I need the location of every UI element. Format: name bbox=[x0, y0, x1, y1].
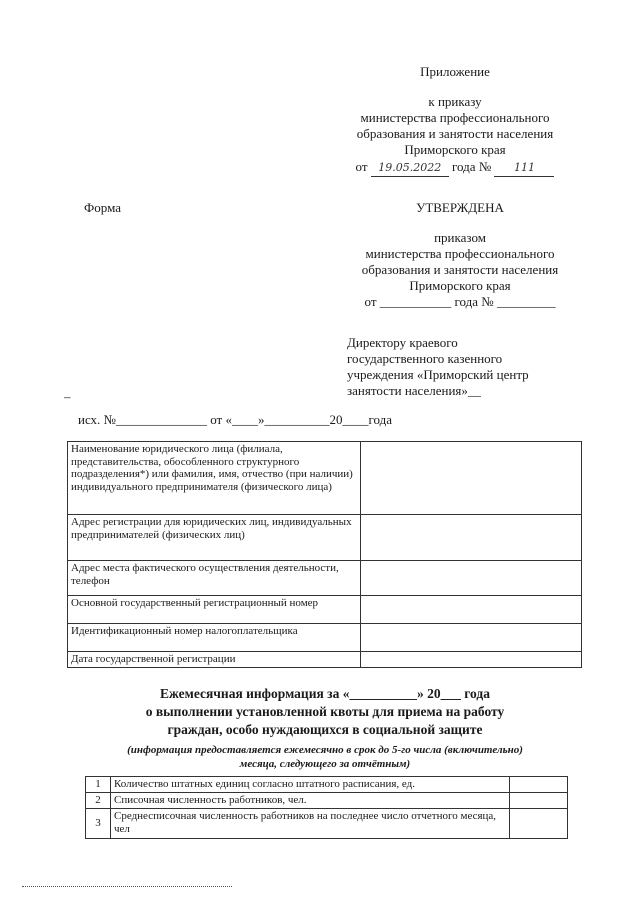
table-row bbox=[68, 515, 582, 561]
reference-line: исх. №______________ от «____»__________20____года bbox=[78, 412, 392, 427]
heading-line: о выполнении установленной квоты для приема на работу bbox=[145, 704, 505, 719]
row-value[interactable] bbox=[510, 777, 568, 793]
row-label: Дата государственной регистрации bbox=[68, 652, 361, 668]
quota-table bbox=[85, 776, 568, 839]
row-label: Наименование юридического лица (филиала, представительства, обособленного структурного подразделения*) или фамилия, имя, отчество (при наличии) индивидуального предпринимателя (физического лица) bbox=[68, 442, 361, 515]
table-row bbox=[68, 652, 582, 668]
table-row bbox=[68, 442, 582, 515]
row-value[interactable] bbox=[361, 515, 582, 561]
report-heading bbox=[60, 685, 590, 771]
approved-line: министерства профессионального bbox=[365, 246, 555, 261]
approved-title: УТВЕРЖДЕНА bbox=[416, 200, 504, 215]
appendix-line: к приказу bbox=[428, 94, 482, 109]
approved-line: приказом bbox=[434, 230, 486, 245]
table-row bbox=[68, 561, 582, 596]
approved-block bbox=[335, 200, 585, 310]
addressee-block bbox=[347, 335, 587, 399]
row-value[interactable] bbox=[361, 442, 582, 515]
row-value[interactable] bbox=[510, 793, 568, 809]
heading-line: Ежемесячная информация за «__________» 20___ года bbox=[160, 686, 490, 701]
row-label: Основной государственный регистрационный номер bbox=[68, 596, 361, 624]
appendix-date-value: 19.05.2022 bbox=[371, 160, 449, 177]
row-label: Идентификационный номер налогоплательщика bbox=[68, 624, 361, 652]
appendix-line: министерства профессионального bbox=[360, 110, 550, 125]
appendix-title: Приложение bbox=[420, 64, 490, 79]
row-number: 1 bbox=[86, 777, 111, 793]
dash-mark: – bbox=[64, 389, 71, 404]
appendix-date-suffix: года № bbox=[452, 159, 492, 174]
row-value[interactable] bbox=[361, 596, 582, 624]
appendix-date-line bbox=[335, 159, 575, 177]
appendix-line: образования и занятости населения bbox=[356, 126, 554, 141]
row-label: Среднесписочная численность работников на последнее число отчетного месяца, чел bbox=[111, 809, 510, 839]
row-label: Списочная численность работников, чел. bbox=[111, 793, 510, 809]
table-row bbox=[86, 793, 568, 809]
row-number: 2 bbox=[86, 793, 111, 809]
appendix-number-value: 111 bbox=[494, 160, 554, 177]
heading-subline: (информация предоставляется ежемесячно в срок до 5-го числа (включительно) bbox=[127, 744, 523, 756]
approved-date-line: от ___________ года № _________ bbox=[364, 294, 556, 309]
footnote-divider bbox=[22, 886, 232, 887]
row-label: Количество штатных единиц согласно штатного расписания, ед. bbox=[111, 777, 510, 793]
row-value[interactable] bbox=[361, 652, 582, 668]
appendix-line: Приморского края bbox=[404, 142, 506, 157]
addressee-line: государственного казенного bbox=[347, 351, 503, 366]
organization-table bbox=[67, 441, 582, 668]
appendix-block bbox=[335, 64, 575, 177]
table-row bbox=[68, 596, 582, 624]
addressee-line: учреждения «Приморский центр bbox=[347, 367, 529, 382]
addressee-line: занятости населения»__ bbox=[347, 383, 481, 398]
table-row bbox=[86, 777, 568, 793]
row-value[interactable] bbox=[361, 561, 582, 596]
heading-subline: месяца, следующего за отчётным) bbox=[239, 758, 411, 770]
appendix-date-prefix: от bbox=[355, 159, 368, 174]
approved-line: образования и занятости населения bbox=[361, 262, 559, 277]
table-row bbox=[68, 624, 582, 652]
table-row bbox=[86, 809, 568, 839]
approved-line: Приморского края bbox=[409, 278, 511, 293]
row-number: 3 bbox=[86, 809, 111, 839]
row-label: Адрес регистрации для юридических лиц, индивидуальных предпринимателей (физических лиц) bbox=[68, 515, 361, 561]
heading-line: граждан, особо нуждающихся в социальной защите bbox=[167, 722, 483, 737]
row-value[interactable] bbox=[510, 809, 568, 839]
row-value[interactable] bbox=[361, 624, 582, 652]
row-label: Адрес места фактического осуществления деятельности, телефон bbox=[68, 561, 361, 596]
form-label: Форма bbox=[84, 200, 121, 215]
addressee-line: Директору краевого bbox=[347, 335, 458, 350]
